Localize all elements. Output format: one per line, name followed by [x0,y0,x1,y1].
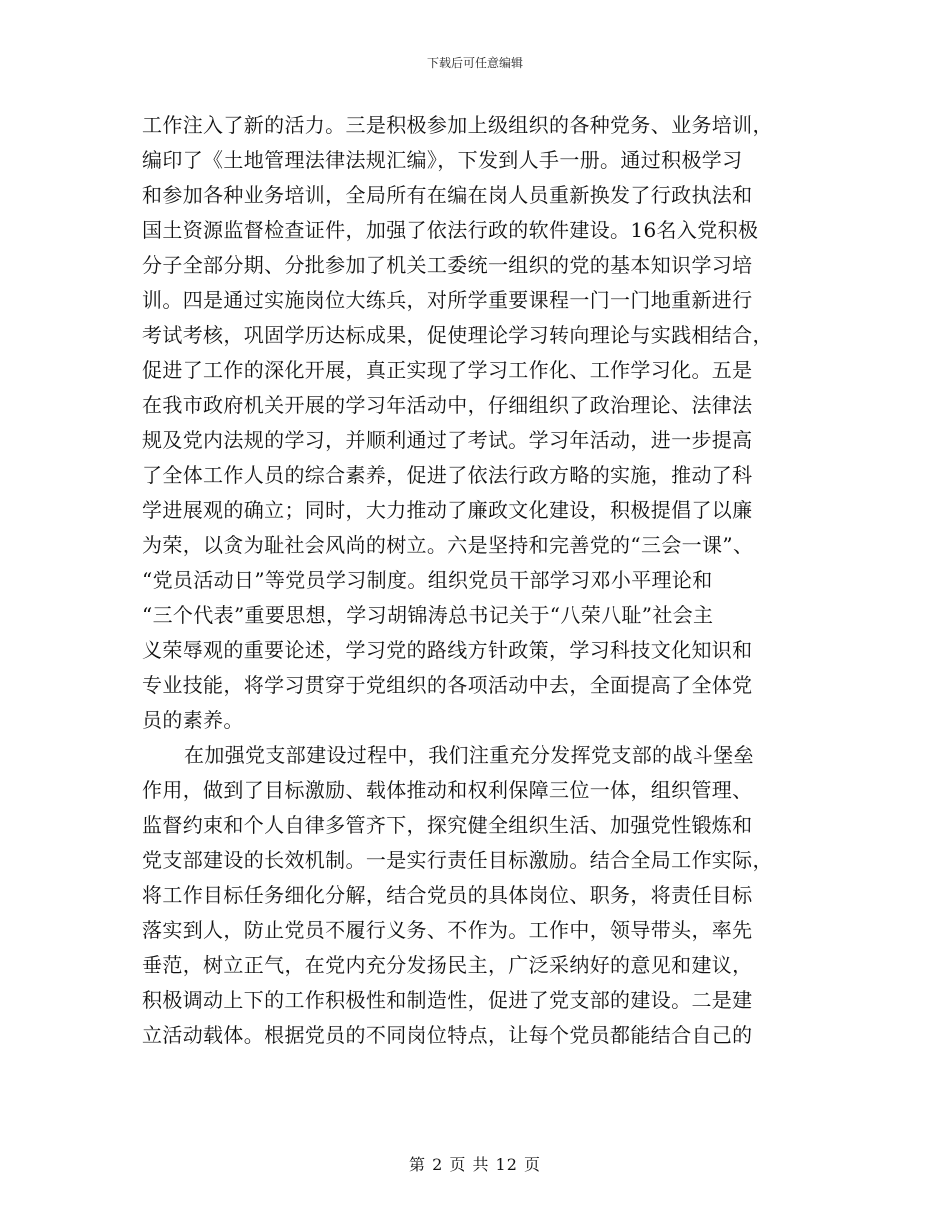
text-line: 积极调动上下的工作积极性和制造性，促进了党支部的建设。二是建 [142,988,753,1012]
text-line: 作用，做到了目标激励、载体推动和权利保障三位一体，组织管理、 [142,778,753,802]
text-line: 落实到人，防止党员不履行义务、不作为。工作中，领导带头，率先 [142,918,753,942]
text-line: 监督约束和个人自律多管齐下，探究健全组织生活、加强党性锻炼和 [142,813,753,837]
page-number-footer: 第 2 页 共 12 页 [409,1155,541,1174]
text-line: 垂范，树立正气，在党内充分发扬民主，广泛采纳好的意见和建议， [142,953,753,977]
text-line: 在我市政府机关开展的学习年活动中，仔细组织了政治理论、法律法 [142,393,753,417]
paragraph-first-line: 在加强党支部建设过程中，我们注重充分发挥党支部的战斗堡垒 [184,743,754,767]
text-line: 和参加各种业务培训，全局所有在编在岗人员重新换发了行政执法和 [142,183,753,207]
text-line: 党支部建设的长效机制。一是实行责任目标激励。结合全局工作实际， [142,848,773,872]
text-line: 学进展观的确立；同时，大力推动了廉政文化建设，积极提倡了以廉 [142,498,753,522]
text-line: “三个代表”重要思想，学习胡锦涛总书记关于“八荣八耻”社会主 [142,603,714,627]
text-line: 编印了《土地管理法律法规汇编》，下发到人手一册。通过积极学习 [142,148,743,172]
text-line: 国土资源监督检查证件，加强了依法行政的软件建设。16名入党积极 [142,218,759,242]
text-line: 将工作目标任务细化分解，结合党员的具体岗位、职务，将责任目标 [142,883,753,907]
text-line: 义荣辱观的重要论述，学习党的路线方针政策，学习科技文化知识和 [142,638,753,662]
text-line: 考试考核，巩固学历达标成果，促使理论学习转向理论与实践相结合， [142,323,773,347]
text-line: 规及党内法规的学习，并顺利通过了考试。学习年活动，进一步提高 [142,428,753,452]
page-header: 下载后可任意编辑 [426,56,523,70]
text-line: “党员活动日”等党员学习制度。组织党员干部学习邓小平理论和 [142,568,713,592]
text-line: 员的素养。 [142,708,244,732]
text-line: 工作注入了新的活力。三是积极参加上级组织的各种党务、业务培训， [142,113,773,137]
text-line: 为荣，以贪为耻社会风尚的树立。六是坚持和完善党的“三会一课”、 [142,533,754,557]
text-line: 分子全部分期、分批参加了机关工委统一组织的党的基本知识学习培 [142,253,753,277]
text-line: 立活动载体。根据党员的不同岗位特点，让每个党员都能结合自己的 [142,1023,753,1047]
text-line: 训。四是通过实施岗位大练兵，对所学重要课程一门一门地重新进行 [142,288,753,312]
document-body [142,108,808,1053]
text-line: 专业技能，将学习贯穿于党组织的各项活动中去，全面提高了全体党 [142,673,753,697]
text-line: 促进了工作的深化开展，真正实现了学习工作化、工作学习化。五是 [142,358,753,382]
text-line: 了全体工作人员的综合素养，促进了依法行政方略的实施，推动了科 [142,463,753,487]
